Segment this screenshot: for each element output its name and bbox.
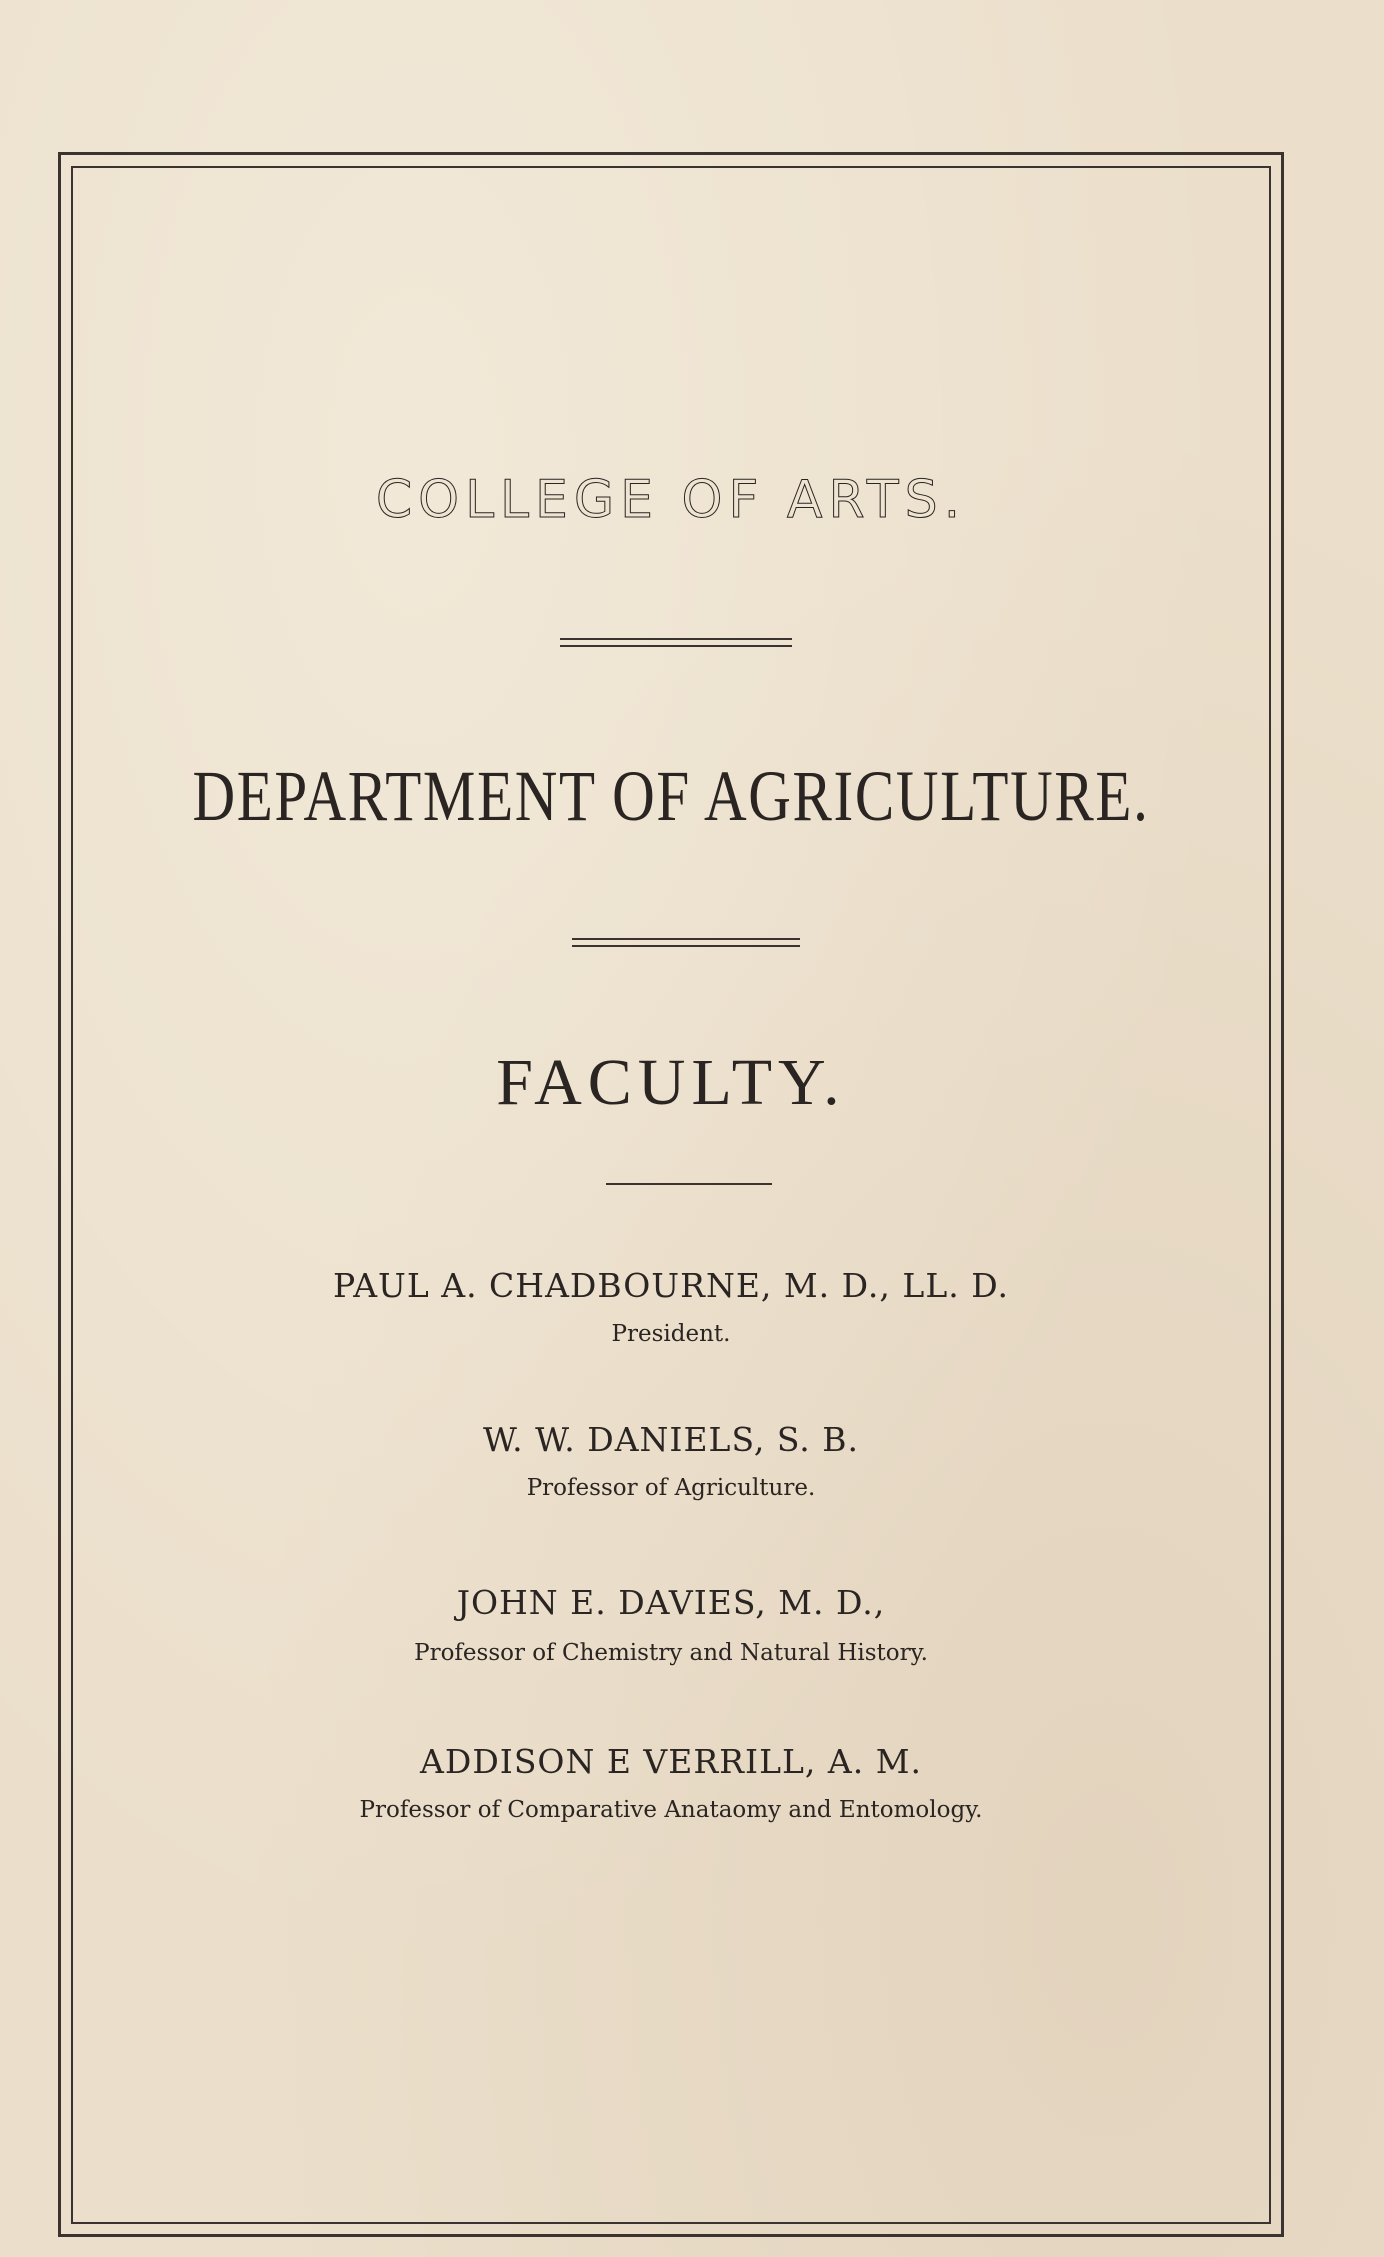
divider-2-bottom (572, 945, 800, 947)
faculty-name-3: JOHN E. DAVIES, M. D., (456, 1583, 886, 1622)
faculty-heading: FACULTY. (496, 1046, 846, 1119)
divider-2-top (572, 938, 800, 940)
faculty-name-2: W. W. DANIELS, S. B. (482, 1420, 860, 1459)
faculty-name-1: PAUL A. CHADBOURNE, M. D., LL. D. (333, 1266, 1009, 1305)
faculty-title-1: President. (611, 1321, 731, 1347)
faculty-name-4: ADDISON E VERRILL, A. M. (420, 1742, 922, 1781)
faculty-title-4: Professor of Comparative Anataomy and Entomology. (359, 1797, 983, 1823)
faculty-title-3: Professor of Chemistry and Natural History. (414, 1640, 928, 1666)
divider-1-bottom (560, 645, 792, 647)
divider-3 (606, 1183, 772, 1185)
divider-1-top (560, 638, 792, 640)
department-heading: DEPARTMENT OF AGRICULTURE. (192, 756, 1150, 836)
faculty-title-2: Professor of Agriculture. (526, 1475, 816, 1501)
college-heading: COLLEGE OF ARTS. (375, 470, 967, 530)
